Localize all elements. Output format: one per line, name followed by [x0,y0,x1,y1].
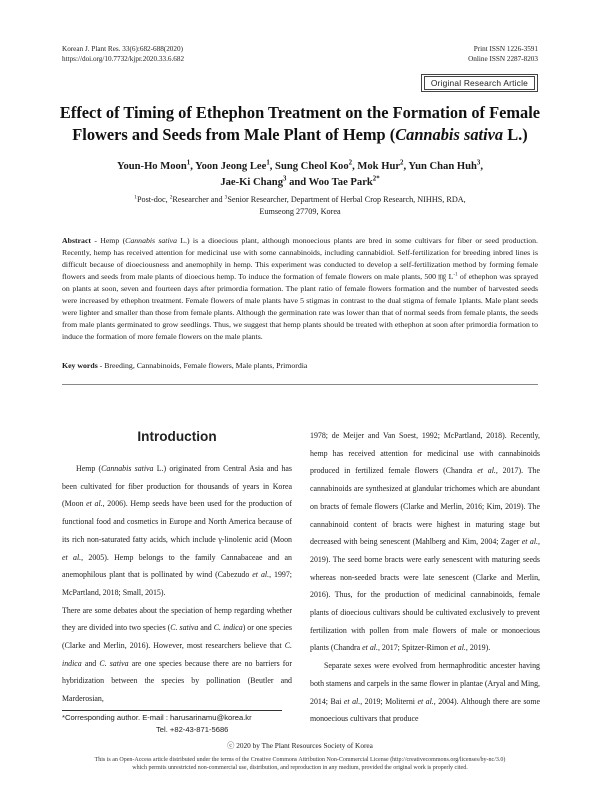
online-issn: Online ISSN 2287-8203 [468,55,538,63]
journal-header [62,44,184,64]
affiliation-line-2: Eumseong 27709, Korea [259,206,341,216]
corresponding-phone: Tel. +82-43-871-5686 [156,725,229,734]
paragraph: Separate sexes were evolved from hermaphroditic ancester having both stamens and carpels in the same flower in plantae (Aryal and Ming, 2014; Bai et al., 2019; Moliterni et al., 2004). Although there are some monoecious cultivars that produce [310,661,540,724]
license-notice [40,756,560,772]
journal-citation: Korean J. Plant Res. 33(6):682-688(2020) [62,45,183,53]
author-name: Yun Chan Huh [408,161,477,172]
author-line-1: Youn-Ho Moon$^1$, Yoon Jeong Lee$^1$, Sung Cheol Koo$^2$, Mok Hur$^2$, Yun Chan Huh$^3$, [116,159,483,172]
author-name: Yoon Jeong Lee [195,161,267,172]
article-type-label: Original Research Article [424,76,535,90]
doi-link[interactable]: https://doi.org/10.7732/kjpr.2020.33.6.682 [62,55,185,63]
keywords-label: Key words [62,361,98,370]
author-name: Jae-Ki Chang [220,177,283,188]
body-column-right [310,427,540,728]
author-name: Woo Tae Park [308,177,373,188]
paragraph: 1978; de Meijer and Van Soest, 1992; McPartland, 2018). Recently, hemp has received attention for medicinal use with cannabinoids produced in fertilized female flowers (Chandra et al., 2017). The cannabinoids are synthesized at glandular trichomes which are abundant on bracts of female flowers (Clarke and Merlin, 2016; Kim, 2019). The cannabinoid content of bracts were highest in maturing stage but decreased with being senescent (Mahlberg and Kim, 2004; Zager et al., 2019). The seed borne bracts were early senescent with maturing seeds whereas non-seeded bracts were late senescent (Clarke and Merlin, 2016). Thus, for the production of medicinal cannabinoids, female plants of dioecious cultivars should be cultivated exclusively to prevent fertilization with pollen from male flowers of male or monoecious plants (Chandra et al., 2017; Spitzer-Rimon et al., 2019). [310,431,540,653]
keywords: Key words - Breeding, Cannabinoids, Female flowers, Male plants, Primordia [62,361,308,370]
license-line-2: which permits unrestricted non-commercial use, distribution, and reproduction in any medium, provided the original work is properly cited. [132,765,468,771]
print-issn: Print ISSN 1226-3591 [473,45,538,53]
author-name: Mok Hur [357,161,401,172]
paragraph: Hemp (Cannabis sativa L.) originated from Central Asia and has been cultivated for fiber production for thousands of years in Korea (Moon et al., 2006). Hemp seeds have been used for the production of functional food and cosmetics in Europe and North America because of its rich non-saturated fatty acids, which include γ-linolenic acid (Moon et al., 2005). Hemp belongs to the family Cannabaceae and an anemophilous plant that is pollinated by wind (Cabezudo et al., 1997; McPartland, 2018; Small, 2015). [62,464,293,597]
paragraph: There are some debates about the speciation of hemp regarding whether they are divided into two species (C. sativa and C. indica) or one species (Clarke and Merlin, 2016). However, most researchers believe that C. indica and C. sativa are one species because there are no barriers for hybridization between the species by pollination (Beutler and Marderosian, [62,605,293,704]
body-column-left [62,460,292,708]
abstract: Abstract - Hemp (Cannabis sativa L.) is a dioecious plant, although monoecious plants are bred in some cultivars for fiber or seed production. Recently, hemp has received attention for medicinal use with some cannabinoids, including cannabidiol. Self-fertilization for breeding inbred lines is difficult because of dioeciousness and anemophily in hemp. This experiment was conducted to develop a self-fertilization method by forming female flowers and seeds from male plants of dioecious hemp. To induce the formation of female flowers on male plants, 500 ㎎ $L^{-1}$ of ethephon was sprayed on plants at soon, seven and fourteen days after primordia formation. The plant ratio of female flowers formation and the number of harvested seeds were increased by ethephon treatment. Female flowers of male plants have 5 stigmas in contrast to the dual stigma of female 1plants. Male plant seeds were lighter and smaller than those from female plants. Although the germination rate was lower than that of normal seeds from female plants, the seeds from male plants germinated to grow seedlings. Thus, we suggest that hemp plants should be treated with ethephon at soon after primordia formation to induce the formation of more female flowers on the male plants. [62,236,539,341]
author-list [60,159,540,191]
author-line-2: Jae-Ki Chang$^3$ and Woo Tae Park$^{2*}$ [220,175,380,188]
author-name: Youn-Ho Moon [116,161,187,172]
corresponding-author-footnote [62,712,292,736]
corresponding-email: *Corresponding author. E-mail : harusarinamu@korea.kr [62,713,252,722]
title-line-1: Effect of Timing of Ethephon Treatment on the Formation of Female [59,103,541,122]
introduction-heading: Introduction [137,429,217,444]
author-name: Sung Cheol Koo [275,161,349,172]
article-type-badge [421,74,538,92]
keywords-text: Breeding, Cannabinoids, Female flowers, Male plants, Primordia [104,361,308,370]
title-line-2: Flowers and Seeds from Male Plant of Hemp (Cannabis sativa L.) [72,124,528,144]
issn-block [468,44,538,64]
abstract-label: Abstract [62,236,92,245]
affiliation-line-1: $^1$Post-doc, $^2$Researcher and $^3$Senior Researcher, Department of Herbal Crop Research, NIHHS, RDA, [134,194,466,204]
title-species: Cannabis sativa [395,124,504,144]
paper-title [40,102,560,145]
footnote-divider [62,710,282,711]
section-divider [62,384,538,385]
copyright-notice: ⓒ 2020 by The Plant Resources Society of Korea [227,741,373,750]
license-line-1: This is an Open-Access article distributed under the terms of the Creative Commons Attribution Non-Commercial License (http://creativecommons.org/licenses/by-nc/3.0) [94,757,506,763]
affiliation [60,194,540,217]
